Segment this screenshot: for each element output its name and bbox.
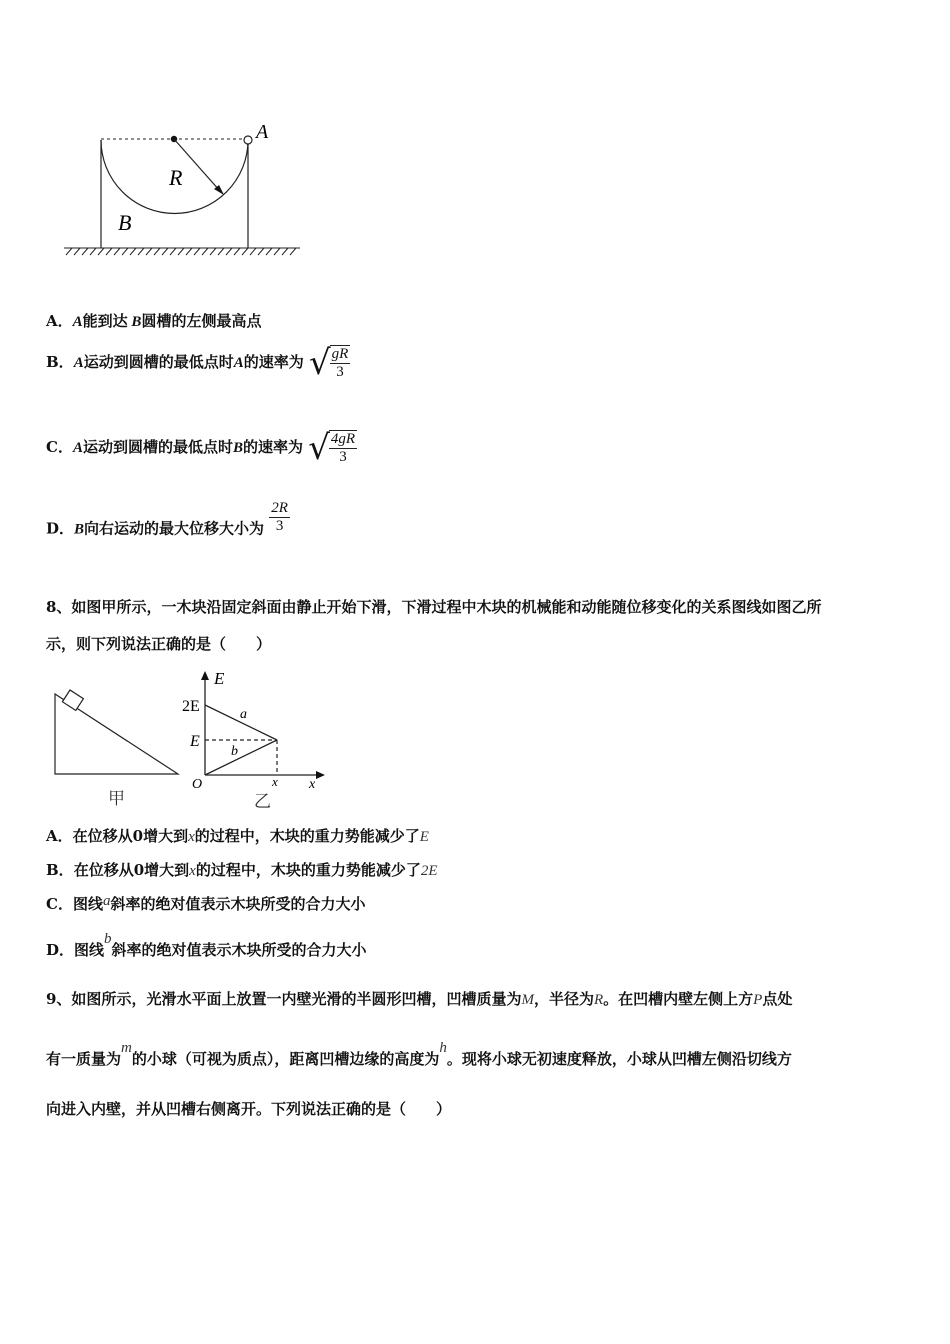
axis-label-E: E [214,669,225,688]
label-B: B [118,210,132,235]
q7-option-C[interactable]: C．A运动到圆槽的最低点时B的速率为 √ $\frac{4gR}{3}$ [46,428,356,468]
origin-O: O [192,777,203,792]
y-axis-arrow [201,671,209,680]
q8-option-C[interactable]: C．图线a斜率的绝对值表示木块所受的合力大小 [46,893,366,913]
q8-option-B[interactable]: B．在位移从0增大到x的过程中，木块的重力势能减少了2E [46,861,438,879]
tick-x: x [272,774,278,789]
sqrt-expression: √ $\frac{gR}{3}$ [308,343,349,383]
ground-hatching [64,248,300,255]
q9-stem-line1: 9、如图所示，光滑水平面上放置一内壁光滑的半圆形凹槽，凹槽质量为M，半径为R。在凹槽内壁左侧上方P点处 [46,990,793,1008]
label-a: a [240,707,247,722]
q8-stem-line2: 示，则下列说法正确的是（ ） [46,635,272,653]
figure-bowl-diagram [60,115,310,265]
q8-option-A[interactable]: A．在位移从0增大到x的过程中，木块的重力势能减少了E [46,827,429,845]
q7-option-A[interactable]: A．A能到达 B圆槽的左侧最高点 [46,312,262,330]
ball-A [244,136,252,144]
tick-2E: 2E [182,698,200,715]
q8-option-D[interactable]: D．图线b斜率的绝对值表示木块所受的合力大小 [46,931,367,959]
label-yi: 乙 [254,792,271,811]
q9-stem-line3: 向进入内壁，并从凹槽右侧离开。下列说法正确的是（ ） [46,1100,452,1118]
figure-incline [50,680,185,810]
line-b [205,740,277,775]
label-b: b [231,744,238,759]
sqrt-expression: √ $\frac{4gR}{3}$ [308,428,356,468]
tick-E: E [190,733,200,750]
q7-option-D[interactable]: D．B向右运动的最大位移大小为 $\frac{2R}{3}$ [46,500,288,538]
q9-stem-line2: 有一质量为m的小球（可视为质点），距离凹槽边缘的高度为h。现将小球无初速度释放，小球从凹槽左侧沿切线方 [46,1040,792,1068]
label-R: R [169,165,183,190]
q7-option-B[interactable]: B．A运动到圆槽的最低点时A的速率为 √ $\frac{gR}{3}$ [46,343,349,383]
axis-label-x: x [309,777,316,792]
q8-stem-line1: 8、如图甲所示，一木块沿固定斜面由静止开始下滑，下滑过程中木块的机械能和动能随位移变化的关系图线如图乙所 [46,598,822,616]
figure-energy-graph [178,665,328,813]
label-A: A [256,121,269,143]
label-jia: 甲 [108,789,125,808]
x-axis-arrow [316,771,325,779]
wooden-block [62,690,83,710]
fraction: $\frac{2R}{3}$ [271,500,288,534]
